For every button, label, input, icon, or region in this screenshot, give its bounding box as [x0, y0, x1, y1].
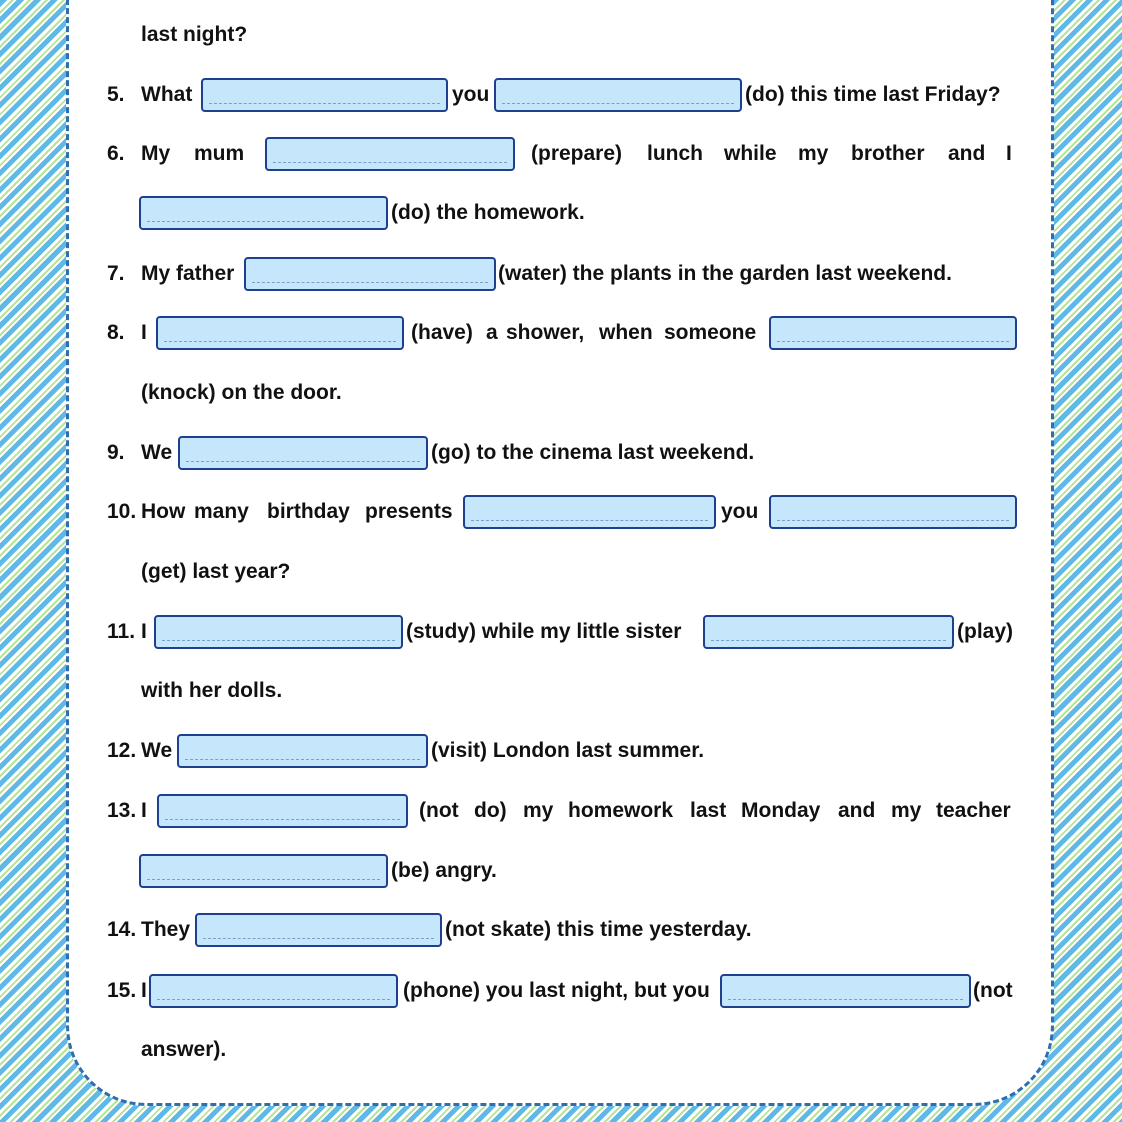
- item-number: 10.: [107, 500, 137, 523]
- item-text: my: [891, 799, 922, 822]
- answer-blank-9[interactable]: [178, 436, 428, 470]
- item-number: 15.: [107, 979, 137, 1002]
- item-text: and: [948, 142, 986, 165]
- item-text: (water) the plants in the garden last weekend.: [498, 262, 952, 285]
- item-text: my: [798, 142, 829, 165]
- item-text: brother: [851, 142, 925, 165]
- item-number: 11.: [107, 620, 136, 643]
- item-text: I: [141, 979, 147, 1002]
- item-text: my: [523, 799, 554, 822]
- item-text: last night?: [141, 23, 248, 46]
- item-text: I: [141, 321, 147, 344]
- item-text: They: [141, 918, 191, 941]
- answer-blank-8b[interactable]: [769, 316, 1017, 350]
- item-15-line-2: [0, 1031, 1122, 1069]
- answer-blank-12[interactable]: [177, 734, 428, 768]
- item-number: 6.: [107, 142, 125, 165]
- item-text: (study) while my little sister: [406, 620, 682, 643]
- item-text: My: [141, 142, 171, 165]
- item-14: [0, 911, 1122, 949]
- item-text: (visit) London last summer.: [431, 739, 705, 762]
- item-5: [0, 76, 1122, 114]
- item-text: you: [452, 83, 490, 106]
- item-text: last: [690, 799, 727, 822]
- item-text: (be) angry.: [391, 859, 497, 882]
- item-text: mum: [194, 142, 245, 165]
- answer-blank-6a[interactable]: [265, 137, 515, 171]
- item-text: (not: [419, 799, 459, 822]
- item-text: (do) the homework.: [391, 201, 585, 224]
- answer-blank-5b[interactable]: [494, 78, 742, 112]
- item-11: [0, 613, 1122, 651]
- answer-blank-14[interactable]: [195, 913, 442, 947]
- item-text: shower,: [506, 321, 585, 344]
- item-text: I: [141, 799, 147, 822]
- item-text: I: [1006, 142, 1012, 165]
- item-text: Monday: [741, 799, 821, 822]
- item-text: while: [724, 142, 777, 165]
- item-text: with her dolls.: [141, 679, 283, 702]
- item-number: 13.: [107, 799, 137, 822]
- answer-blank-7[interactable]: [244, 257, 496, 291]
- item-text: homework: [568, 799, 674, 822]
- item-text: many: [194, 500, 249, 523]
- item-6: [0, 135, 1122, 173]
- item-4-continuation: [0, 16, 1122, 54]
- item-text: (go) to the cinema last weekend.: [431, 441, 755, 464]
- item-text: (not skate) this time yesterday.: [445, 918, 752, 941]
- item-15: [0, 972, 1122, 1010]
- item-text: We: [141, 441, 173, 464]
- answer-blank-15a[interactable]: [149, 974, 398, 1008]
- item-10: [0, 493, 1122, 531]
- item-8-line-2: [0, 374, 1122, 412]
- item-text: (prepare): [531, 142, 623, 165]
- item-number: 5.: [107, 83, 125, 106]
- answer-blank-13a[interactable]: [157, 794, 408, 828]
- item-number: 12.: [107, 739, 137, 762]
- item-text: I: [141, 620, 147, 643]
- item-text: How: [141, 500, 186, 523]
- item-8: [0, 314, 1122, 352]
- item-12: [0, 732, 1122, 770]
- item-text: someone: [664, 321, 757, 344]
- item-text: presents: [365, 500, 453, 523]
- item-13-line-2: [0, 852, 1122, 890]
- item-text: do): [474, 799, 507, 822]
- item-number: 14.: [107, 918, 137, 941]
- item-text: teacher: [936, 799, 1011, 822]
- item-text: (do) this time last Friday?: [745, 83, 1001, 106]
- item-text: My father: [141, 262, 235, 285]
- answer-blank-10b[interactable]: [769, 495, 1017, 529]
- answer-blank-8a[interactable]: [156, 316, 404, 350]
- answer-blank-15b[interactable]: [720, 974, 971, 1008]
- item-text: (knock) on the door.: [141, 381, 342, 404]
- answer-blank-6b[interactable]: [139, 196, 388, 230]
- item-text: answer).: [141, 1038, 227, 1061]
- item-text: and: [838, 799, 876, 822]
- item-number: 9.: [107, 441, 125, 464]
- item-text: (play): [957, 620, 1014, 643]
- answer-blank-11a[interactable]: [154, 615, 403, 649]
- item-number: 7.: [107, 262, 125, 285]
- answer-blank-5a[interactable]: [201, 78, 448, 112]
- answer-blank-13b[interactable]: [139, 854, 388, 888]
- item-text: (phone) you last night, but you: [403, 979, 710, 1002]
- answer-blank-10a[interactable]: [463, 495, 716, 529]
- item-text: lunch: [647, 142, 703, 165]
- item-text: (get) last year?: [141, 560, 291, 583]
- item-text: birthday: [267, 500, 350, 523]
- item-text: We: [141, 739, 173, 762]
- item-number: 8.: [107, 321, 125, 344]
- answer-blank-11b[interactable]: [703, 615, 954, 649]
- item-10-line-2: [0, 553, 1122, 591]
- item-13: [0, 792, 1122, 830]
- item-text: when: [599, 321, 653, 344]
- item-11-line-2: [0, 672, 1122, 710]
- item-text: (not: [973, 979, 1013, 1002]
- item-text: you: [721, 500, 759, 523]
- item-7: [0, 255, 1122, 293]
- item-text: a: [486, 321, 498, 344]
- item-6-line-2: [0, 194, 1122, 232]
- item-text: (have): [411, 321, 473, 344]
- item-9: [0, 434, 1122, 472]
- item-text: What: [141, 83, 193, 106]
